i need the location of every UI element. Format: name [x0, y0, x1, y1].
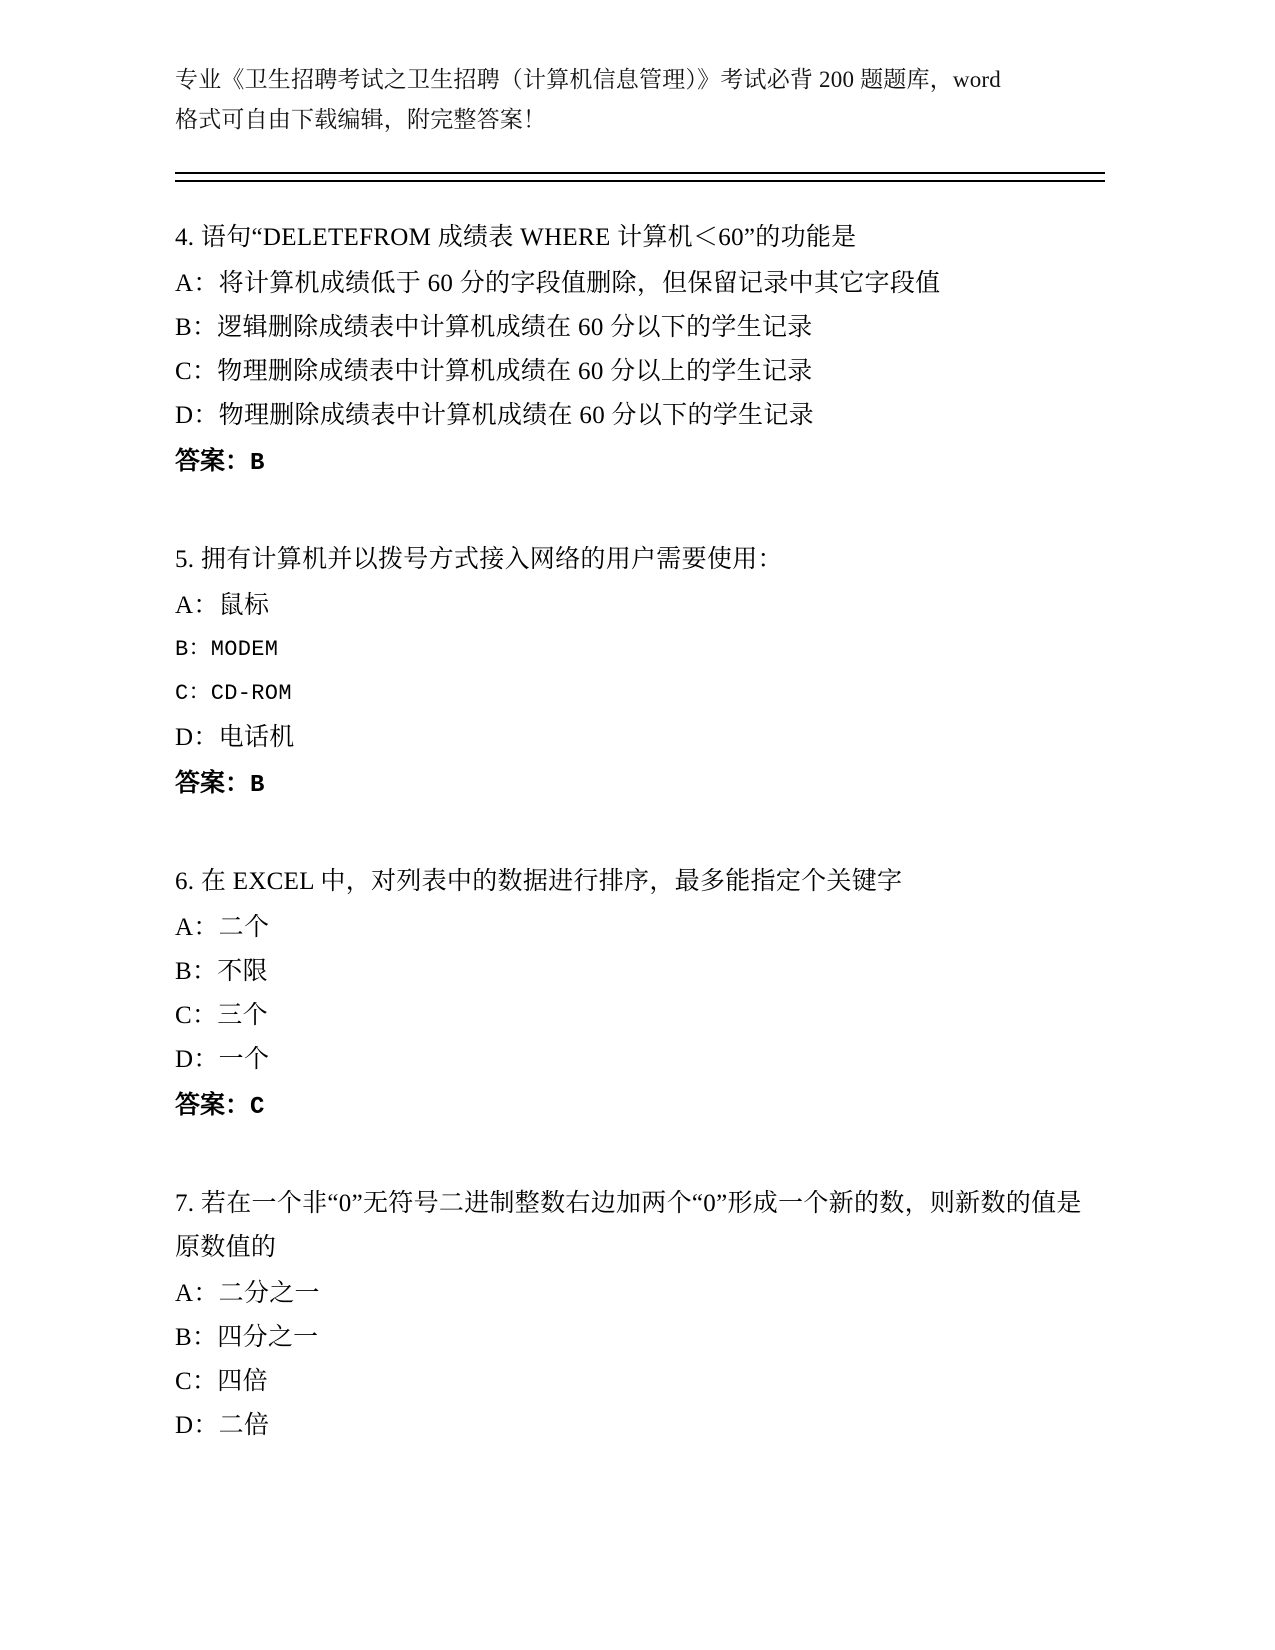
question-item: [175, 216, 1105, 486]
question-answer: [175, 440, 1105, 486]
header-line-2: 格式可自由下载编辑，附完整答案！: [175, 107, 547, 132]
question-option: D：二倍: [175, 1412, 270, 1439]
question-list: [175, 216, 1105, 1448]
answer-label: 答案：: [175, 1092, 251, 1119]
header-divider: [175, 172, 1105, 182]
question-option: B：逻辑删除成绩表中计算机成绩在 60 分以下的学生记录: [175, 314, 813, 341]
answer-value: B: [250, 450, 265, 477]
question-option: C：四倍: [175, 1368, 268, 1395]
question-option: B：MODEM: [175, 637, 279, 662]
question-option: D：一个: [175, 1046, 270, 1073]
answer-label: 答案：: [175, 448, 251, 475]
question-option: A：二分之一: [175, 1280, 320, 1307]
question-option: C：物理删除成绩表中计算机成绩在 60 分以上的学生记录: [175, 358, 813, 385]
question-stem: 5. 拥有计算机并以拨号方式接入网络的用户需要使用：: [175, 546, 783, 573]
question-option: A：将计算机成绩低于 60 分的字段值删除，但保留记录中其它字段值: [175, 270, 941, 297]
question-stem: 7. 若在一个非“0”无符号二进制整数右边加两个“0”形成一个新的数，则新数的值是原数值的: [175, 1190, 1082, 1261]
question-option: B：四分之一: [175, 1324, 319, 1351]
question-item: [175, 1182, 1105, 1448]
answer-label: 答案：: [175, 770, 251, 797]
question-option: C：三个: [175, 1002, 268, 1029]
question-stem: 4. 语句“DELETEFROM 成绩表 WHERE 计算机＜60”的功能是: [175, 224, 857, 251]
answer-value: B: [250, 772, 265, 799]
question-stem: 6. 在 EXCEL 中，对列表中的数据进行排序，最多能指定个关键字: [175, 868, 903, 895]
question-answer: [175, 762, 1105, 808]
question-option: A：二个: [175, 914, 270, 941]
answer-value: C: [250, 1094, 265, 1121]
question-option: D：物理删除成绩表中计算机成绩在 60 分以下的学生记录: [175, 402, 814, 429]
document-header: [175, 60, 1105, 140]
question-option: A：鼠标: [175, 592, 270, 619]
question-option: C：CD-ROM: [175, 681, 292, 706]
question-answer: [175, 1084, 1105, 1130]
question-option: B：不限: [175, 958, 268, 985]
question-option: D：电话机: [175, 724, 295, 751]
question-item: [175, 860, 1105, 1130]
question-item: [175, 538, 1105, 808]
header-line-1: 专业《卫生招聘考试之卫生招聘（计算机信息管理）》考试必背 200 题题库，word: [175, 67, 1001, 92]
